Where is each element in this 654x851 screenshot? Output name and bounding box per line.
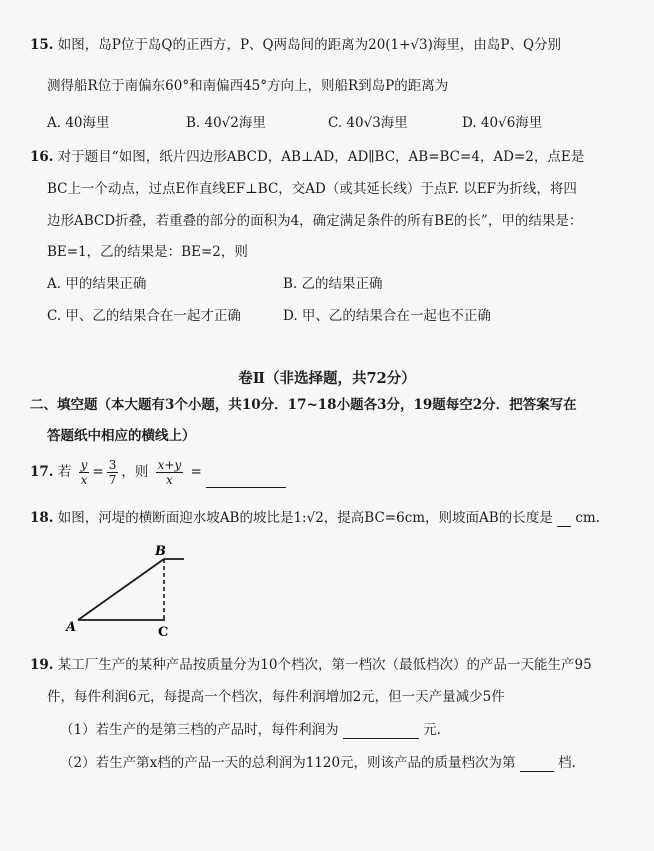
q15-text-line2: 测得船R位于南偏东60°和南偏西45°方向上，则船R到岛P的距离为: [47, 78, 449, 94]
section-header-line2: 答题纸中相应的横线上）: [47, 428, 196, 444]
q16-text-line3: 边形ABCD折叠，若重叠的部分的面积为4，确定满足条件的所有BE的长”，甲的结果是：: [47, 213, 583, 229]
q15-number: 15.: [30, 37, 54, 53]
q16-text-line4: BE=1，乙的结果是：BE=2，则: [47, 244, 248, 260]
q17-frac3-numerator: x+y: [157, 458, 182, 472]
q19-text-line2: 件，每件利润6元，每提高一个档次，每件利润增加2元，但一天产量减少5件: [47, 689, 505, 705]
figure-label-c: C: [158, 625, 169, 640]
q15-option-b: B. 40√2海里: [186, 115, 266, 131]
q16-option-d: D. 甲、乙的结果合在一起也不正确: [283, 308, 491, 324]
q18-number: 18.: [30, 510, 54, 526]
q19-sub2: [60, 754, 576, 772]
q18-answer-blank[interactable]: [557, 514, 571, 527]
q17-frac1-denominator: x: [80, 473, 88, 487]
q19-sub1-suffix: 元.: [423, 722, 441, 738]
q16-number: 16.: [30, 149, 54, 165]
q17-line: [30, 456, 286, 488]
q19-sub2-suffix: 档.: [558, 755, 576, 771]
figure-slope-ab: [78, 559, 164, 620]
q19-number: 19.: [30, 657, 54, 673]
q17-mid: ，则: [121, 464, 149, 480]
q17-fraction-xy-over-x: [156, 458, 184, 487]
q19-text-line1: 某工厂生产的某种产品按质量分为10个档次，第一档次（最低档次）的产品一天能生产95: [57, 657, 592, 673]
q17-equals-1: =: [92, 464, 104, 480]
q17-frac3-denominator: x: [166, 473, 173, 487]
q19-sub1-prefix: （1）若生产的是第三档的产品时，每件利润为: [60, 722, 339, 738]
q18-text: 如图，河堤的横断面迎水坡AB的坡比是1:√2，提高BC=6cm，则坡面AB的长度是: [57, 510, 553, 526]
q19-sub1: [60, 721, 441, 739]
q16-text-line1: 对于题目“如图，纸片四边形ABCD，AB⊥AD，AD∥BC，AB=BC=4，AD=2，点E是: [57, 149, 585, 165]
q16-line1: [30, 148, 584, 166]
q16-option-b: B. 乙的结果正确: [283, 276, 383, 292]
section-title: 卷Ⅱ（非选择题，共72分）: [238, 370, 416, 387]
q17-fraction-3-over-7: [107, 458, 119, 487]
q18-embankment-figure: [60, 538, 200, 643]
q15-option-a: A. 40海里: [47, 115, 110, 131]
q17-number: 17.: [30, 464, 54, 480]
figure-label-b: B: [155, 544, 166, 559]
figure-label-a: A: [66, 620, 77, 635]
q17-frac2-numerator: 3: [108, 458, 117, 472]
q18-unit: cm.: [575, 510, 600, 526]
q19-line1: [30, 656, 592, 674]
q15-text-line1: 如图，岛P位于岛Q的正西方，P、Q两岛间的距离为20(1+√3)海里，由岛P、Q分别: [57, 37, 562, 53]
q17-fraction-y-over-x: [79, 458, 90, 487]
q19-sub2-answer-blank[interactable]: [520, 757, 554, 772]
q19-sub1-answer-blank[interactable]: [343, 724, 419, 739]
q17-frac2-denominator: 7: [108, 473, 117, 487]
q15-option-d: D. 40√6海里: [462, 115, 543, 131]
q18-line: [30, 509, 600, 527]
q15-line1: [30, 36, 561, 54]
q19-sub2-prefix: （2）若生产第x档的产品一天的总利润为1120元，则该产品的质量档次为第: [60, 755, 516, 771]
q17-frac1-numerator: y: [80, 458, 88, 472]
q15-option-c: C. 40√3海里: [328, 115, 408, 131]
q16-option-c: C. 甲、乙的结果合在一起才正确: [47, 308, 241, 324]
q16-option-a: A. 甲的结果正确: [47, 276, 147, 292]
q17-answer-blank[interactable]: [206, 471, 286, 488]
q17-equals-2: =: [190, 464, 202, 480]
section-header-line1: 二、填空题（本大题有3个小题，共10分．17~18小题各3分，19题每空2分．把答案写在: [30, 397, 577, 413]
q17-prefix: 若: [57, 464, 72, 480]
q16-text-line2: BC上一个动点，过点E作直线EF⊥BC，交AD（或其延长线）于点F. 以EF为折线，将四: [47, 181, 577, 197]
